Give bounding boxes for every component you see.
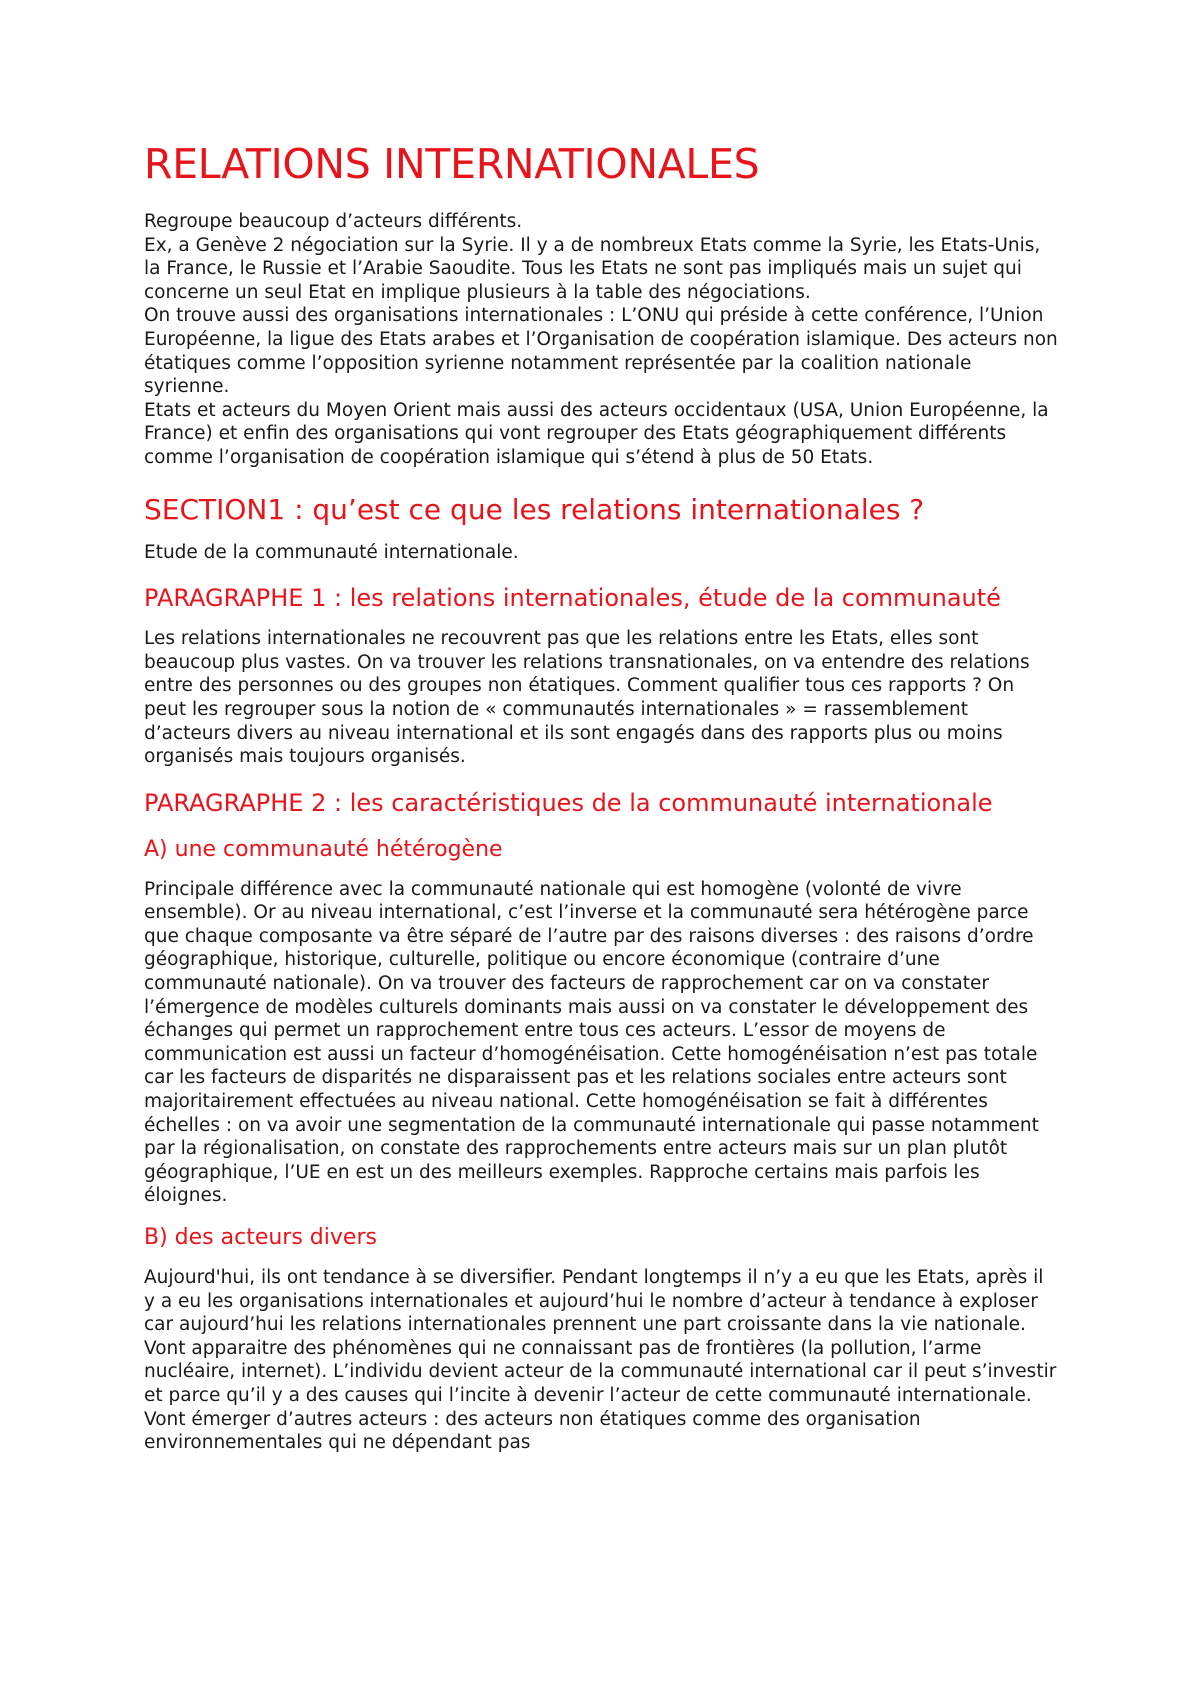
intro-paragraph: Ex, a Genève 2 négociation sur la Syrie. Il y a de nombreux Etats comme la Syrie, les Etats-Unis, la France, le Russie et l’Arabie Saoudite. Tous les Etats ne sont pas impliqués mais un sujet qui concerne un seul Etat en implique plusieurs à la table des négociations. (144, 234, 1041, 303)
document-title: RELATIONS INTERNATIONALES (144, 140, 760, 188)
intro-paragraph: Etats et acteurs du Moyen Orient mais aussi des acteurs occidentaux (USA, Union Européenne, la France) et enfin des organisations qui vont regrouper des Etats géographiquement différents comme l’organisation de coopération islamique qui s’étend à plus de 50 Etats. (144, 399, 1049, 468)
sub-b-text: Aujourd'hui, ils ont tendance à se diversifier. Pendant longtemps il n’y a eu que les Etats, après il y a eu les organisations internationales et aujourd’hui le nombre d’acteur à tendance à exploser car aujourd’hui les relations internationales prennent une part croissante dans la vie nationale. Vont apparaitre des phénomènes qui ne connaissant pas de frontières (la pollution, l’arme nucléaire, internet). L’individu devient acteur de la communauté international car il peut s’investir et parce qu’il y a des causes qui l’incite à devenir l’acteur de cette communauté internationale. Vont émerger d’autres acteurs : des acteurs non étatiques comme des organisation environnementales qui ne dépendant pas (144, 1267, 1057, 1454)
paragraph1-heading: PARAGRAPHE 1 : les relations internationales, étude de la communauté (144, 584, 1001, 613)
sub-a-heading: A) une communauté hétérogène (144, 836, 503, 862)
sub-b-heading: B) des acteurs divers (144, 1225, 377, 1250)
sub-a-text: Principale différence avec la communauté nationale qui est homogène (volonté de vivre ensemble). Or au niveau international, c’est l’inverse et la communauté sera hétérogène parce que chaque composante va être séparé de l’autre par des raisons diverses : des raisons d’ordre géographique, historique, culturelle, politique ou encore économique (contraire d’une communauté nationale). On va trouver des facteurs de rapprochement car on va constater l’émergence de modèles culturels dominants mais aussi on va constater le développement des échanges qui permet un rapprochement entre tous ces acteurs. L’essor de moyens de communication est aussi un facteur d’homogénéisation. Cette homogénéisation n’est pas totale car les facteurs de disparités ne disparaissent pas et les relations sociales entre acteurs sont majoritairement effectuées au niveau national. Cette homogénéisation se fait à différentes échelles : on va avoir une segmentation de la communauté internationale qui passe notamment par la régionalisation, on constate des rapprochements entre acteurs mais sur un plan plutôt géographique, l’UE en est un des meilleurs exemples. Rapproche certains mais parfois les éloignes. (144, 878, 1039, 1207)
intro-block (144, 210, 1060, 470)
section1-text: Etude de la communauté internationale. (144, 541, 519, 563)
intro-line: Regroupe beaucoup d’acteurs différents. (144, 211, 523, 232)
paragraph2-heading: PARAGRAPHE 2 : les caractéristiques de la communauté internationale (144, 788, 993, 817)
section1-heading: SECTION1 : qu’est ce que les relations internationales ? (144, 492, 925, 526)
paragraph1-text: Les relations internationales ne recouvrent pas que les relations entre les Etats, elles sont beaucoup plus vastes. On va trouver les relations transnationales, on va entendre des relations entre des personnes ou des groupes non étatiques. Comment qualifier tous ces rapports ? On peut les regrouper sous la notion de « communautés internationales » = rassemblement d’acteurs divers au niveau international et ils sont engagés dans des rapports plus ou moins organisés mais toujours organisés. (144, 628, 1030, 768)
intro-paragraph: On trouve aussi des organisations internationales : L’ONU qui préside à cette conférence, l’Union Européenne, la ligue des Etats arabes et l’Organisation de coopération islamique. Des acteurs non étatiques comme l’opposition syrienne notamment représentée par la coalition nationale syrienne. (144, 305, 1058, 398)
